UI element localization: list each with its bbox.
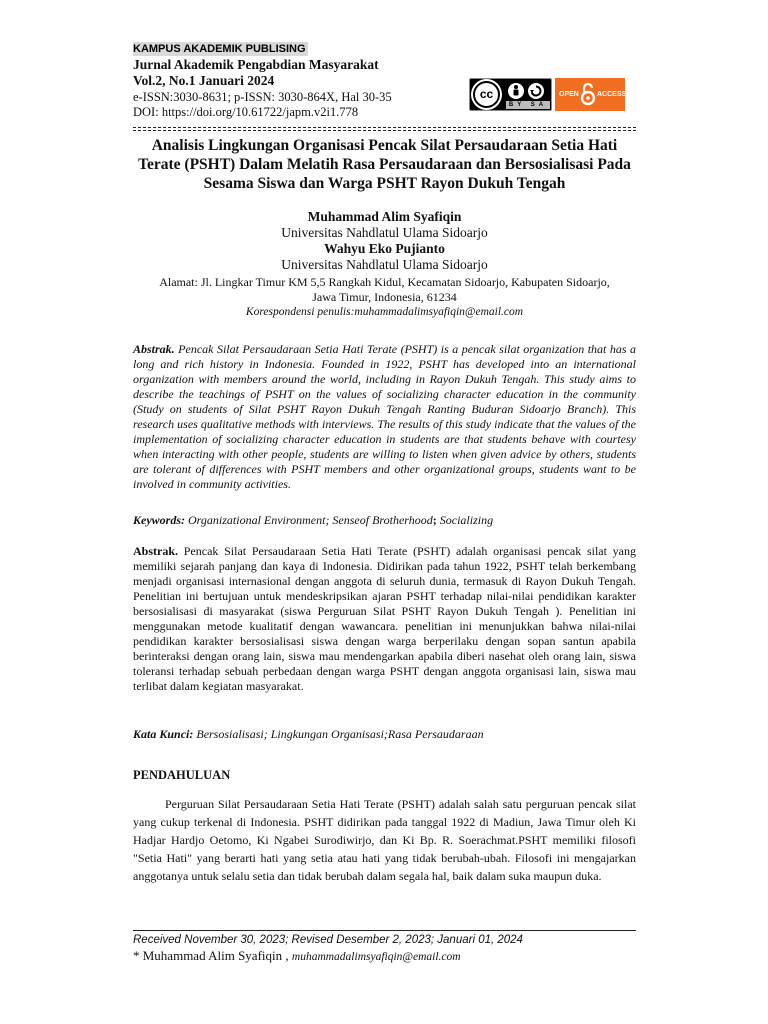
header-divider-bottom: [133, 130, 636, 131]
abstract-lead: Abstrak.: [133, 342, 175, 356]
footer-rule: [133, 930, 636, 931]
keywords-english: [133, 513, 636, 528]
author-name: Wahyu Eko Pujianto: [324, 241, 445, 256]
journal-header: [133, 42, 636, 126]
abstract-lead: Abstrak.: [133, 544, 179, 558]
open-lock-icon: [580, 82, 596, 106]
keywords-text: Bersosialisasi; Lingkungan Organisasi;Rasa Persaudaraan: [193, 727, 484, 741]
address-line: Alamat: Jl. Lingkar Timur KM 5,5 Rangkah Kidul, Kecamatan Sidoarjo, Kabupaten Sidoarjo,: [159, 275, 610, 289]
corresponding-author-name: Muhammad Alim Syafiqin: [139, 948, 283, 963]
keywords-part: Socializing: [436, 513, 494, 527]
oa-open-label: OPEN: [559, 91, 579, 98]
creative-commons-icon: cc: [473, 81, 500, 108]
journal-name: Jurnal Akademik Pengabdian Masyarakat: [133, 57, 379, 72]
journal-issn: e-ISSN:3030-8631; p-ISSN: 3030-864X, Hal 30-35: [133, 90, 392, 104]
asterisk-mark: *: [133, 948, 140, 963]
introduction-paragraph: Perguruan Silat Persaudaraan Setia Hati Terate (PSHT) adalah salah satu perguruan pencak silat yang cukup terkenal di Indonesia. PSHT didirikan pada tanggal 1922 di Madiun, Jawa Timur oleh Ki Hadjar Hardjo Oetomo, Ki Ngabei Surodiwirjo, dan Ki Bp. R. Soerachmat.PSHT memiliki filosofi "Setia Hati" yang berarti hati yang setia atau hati yang tidak berubah-ubah. Filosofi ini mengajarkan anggotanya untuk selalu setia dan tidak berubah dalam segala hal, baik dalam suka maupun duka.: [133, 797, 636, 883]
keywords-indonesian: [133, 727, 636, 742]
keywords-part: Organizational Environment; Senseof Brotherhood: [185, 513, 433, 527]
header-divider-top: [133, 127, 636, 128]
journal-volume: Vol.2, No.1 Januari 2024: [133, 73, 275, 88]
author-affiliation: Universitas Nahdlatul Ulama Sidoarjo: [281, 257, 488, 272]
oa-access-label: ACCESS: [597, 91, 627, 98]
share-alike-icon: [528, 83, 544, 99]
by-label: BY: [508, 102, 526, 108]
correspondence-email[interactable]: Korespondensi penulis:muhammadalimsyafiqin@email.com: [245, 306, 524, 318]
open-access-badge[interactable]: [555, 78, 625, 111]
keywords-label: Kata Kunci:: [133, 727, 194, 741]
address-line: Jawa Timur, Indonesia, 61234: [312, 290, 457, 304]
abstract-text: Pencak Silat Persaudaraan Setia Hati Terate (PSHT) is a pencak silat organization that has a long and rich history in Indonesia. Founded in 1922, PSHT has developed into an international organization with members around the world, including in Rayon Dukuh Tengah. This study aims to describe the teachings of PSHT on the values of socializing character education in the community (Study on students of Silat PSHT Rayon Dukuh Tengah Ranting Buduran Sidoarjo Branch). This research uses qualitative methods with interviews. The results of this study indicate that the values of the implementation of socializing character education in students are that students behave with courtesy when interacting with other people, students are willing to listen when given advice by others, students are tolerant of differences with PSHT members and other organizational groups, students want to be involved in community activities.: [133, 342, 636, 491]
paper-title: Analisis Lingkungan Organisasi Pencak Silat Persaudaraan Setia Hati Terate (PSHT) Dalam Melatih Rasa Persaudaraan dan Bersosialisasi Pada Sesama Siswa dan Warga PSHT Rayon Dukuh Tengah: [138, 137, 631, 192]
author-name: Muhammad Alim Syafiqin: [307, 209, 462, 224]
author-block: [133, 209, 636, 320]
attribution-icon: [508, 83, 524, 99]
publisher-label: KAMPUS AKADEMIK PUBLISING: [133, 43, 306, 55]
abstract-indonesian: [133, 544, 636, 694]
received-dates: Received November 30, 2023; Revised Desember 2, 2023; Januari 01, 2024: [133, 934, 523, 946]
comma-separator: ,: [282, 948, 292, 963]
corresponding-author: [133, 948, 461, 965]
article-doi[interactable]: DOI: https://doi.org/10.61722/japm.v2i1.778: [133, 105, 359, 119]
abstract-text: Pencak Silat Persaudaraan Setia Hati Terate (PSHT) adalah organisasi pencak silat yang memiliki sejarah panjang dan kaya di Indonesia. Didirikan pada tahun 1922, PSHT telah berkembang menjadi organisasi internasional dengan anggota di seluruh dunia, termasuk di Rayon Dukuh Tengah. Penelitian ini bertujuan untuk mendeskripsikan ajaran PSHT terhadap nilai-nilai pendidikan karakter bersosialisasi di masyarakat (siswa Perguruan Silat PSHT Rayon Dukuh Tengah ). Penelitian ini menggunakan metode kualitatif dengan wawancara. penelitian ini menunjukkan bahwa nilai-nilai pendidikan karakter bersosialisasi siswa dengan warga berperilaku dengan sopan santun apabila berinteraksi dengan orang lain, siswa mau mendengarkan apabila diberi nasehat oleh orang lain, siswa toleransi terhadap sebuah perbedaan dengan warga PSHT dengan anggota organisasi lain, siswa mau terlibat dalam kegiatan masyarakat.: [133, 544, 636, 693]
cc-license-badge[interactable]: [469, 78, 552, 111]
corresponding-author-email[interactable]: muhammadalimsyafiqin@email.com: [291, 951, 461, 963]
author-affiliation: Universitas Nahdlatul Ulama Sidoarjo: [281, 225, 488, 240]
cc-license-labels: [506, 101, 550, 109]
keywords-label: Keywords:: [133, 513, 185, 527]
keywords-separator: ;: [432, 513, 437, 527]
section-heading: PENDAHULUAN: [133, 768, 231, 782]
abstract-english: [133, 342, 636, 492]
sa-label: SA: [530, 102, 548, 108]
